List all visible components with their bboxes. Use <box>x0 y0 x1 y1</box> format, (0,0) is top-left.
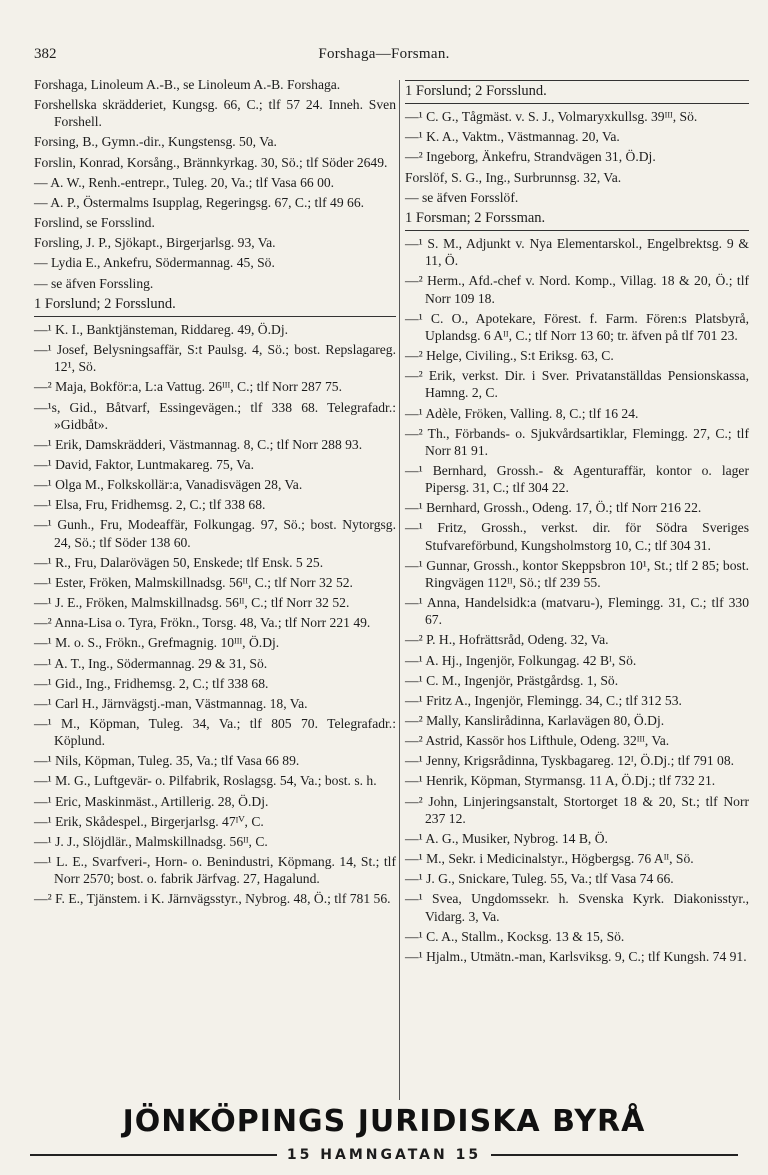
directory-entry: — A. W., Renh.-entrepr., Tuleg. 20, Va.; tlf Vasa 66 00. <box>34 174 335 190</box>
directory-entry: Forshellska skrädderiet, Kungsg. 66, C.; tlf 57 24. Inneh. Sven Forshell. <box>34 97 396 130</box>
directory-entry: — se äfven Forssling. <box>34 275 154 291</box>
directory-entry: —² Th., Förbands- o. Sjukvårdsartiklar, Flemingg. 27, C.; tlf Norr 81 91. <box>405 425 749 458</box>
page-title: Forshaga—Forsman. <box>318 46 450 62</box>
page-header <box>34 46 734 66</box>
directory-entry: Forsing, B., Gymn.-dir., Kungstensg. 50, Va. <box>34 134 277 150</box>
directory-entry: —¹ J. E., Fröken, Malmskillnadsg. 56ᴵᴵ, C.; tlf Norr 32 52. <box>34 595 350 611</box>
directory-entry: —¹ Fritz A., Ingenjör, Flemingg. 34, C.; tlf 312 53. <box>405 692 682 708</box>
directory-entry: —¹ Gunnar, Grossh., kontor Skeppsbron 10¹, St.; tlf 2 85; bost. Ringvägen 112ᴵᴵ, Sö.; tlf 239 55. <box>405 557 749 590</box>
directory-entry: —¹ C. A., Stallm., Kocksg. 13 & 15, Sö. <box>405 928 625 944</box>
directory-entry: —¹ Gunh., Fru, Modeaffär, Folkungag. 97, Sö.; bost. Nytorgsg. 24, Sö.; tlf Söder 138 60. <box>34 517 396 550</box>
directory-entry: —¹ Nils, Köpman, Tuleg. 35, Va.; tlf Vasa 66 89. <box>34 753 300 769</box>
directory-entry: —² Mally, Kanslirådinna, Karlavägen 80, Ö.Dj. <box>405 713 665 728</box>
page-number: 382 <box>34 46 57 62</box>
directory-entry: Forsling, J. P., Sjökapt., Birgerjarlsg. 93, Va. <box>34 235 276 251</box>
directory-entry: Forslin, Konrad, Korsång., Brännkyrkag. 30, Sö.; tlf Söder 2649. <box>34 154 388 170</box>
directory-entry: —¹ A. G., Musiker, Nybrog. 14 B, Ö. <box>405 830 608 846</box>
column-divider <box>399 80 400 1100</box>
advert-rule-left <box>30 1154 277 1156</box>
directory-entry: —¹ Henrik, Köpman, Styrmansg. 11 A, Ö.Dj.; tlf 732 21. <box>405 773 716 789</box>
advert-address: 15 HAMNGATAN 15 <box>286 1147 482 1163</box>
directory-entry: —² Herm., Afd.-chef v. Nord. Komp., Villag. 18 & 20, Ö.; tlf Norr 109 18. <box>405 273 749 306</box>
directory-entry: Forslöf, S. G., Ing., Surbrunnsg. 32, Va. <box>405 169 622 185</box>
directory-entry: —² Anna-Lisa o. Tyra, Frökn., Torsg. 48, Va.; tlf Norr 221 49. <box>34 615 371 631</box>
directory-entry: —¹ Carl H., Järnvägstj.-man, Västmannag. 18, Va. <box>34 695 308 711</box>
right-column <box>405 76 749 968</box>
directory-entry: —¹ Gid., Ing., Fridhemsg. 2, C.; tlf 338 68. <box>34 675 269 691</box>
directory-entry: —¹ C. O., Apotekare, Förest. f. Farm. Fören:s Platsbyrå, Uplandsg. 6 Aᴵᴵ, C.; tlf Norr 13 60; tr. äfven på tlf 701 23. <box>405 310 749 343</box>
directory-entry: —² Maja, Bokför:a, L:a Vattug. 26ᴵᴵᴵ, C.; tlf Norr 287 75. <box>34 379 342 395</box>
directory-entry: —² Ingeborg, Änkefru, Strandvägen 31, Ö.Dj. <box>405 149 656 165</box>
directory-entry: —¹ Hjalm., Utmätn.-man, Karlsviksg. 9, C.; tlf Kungsh. 74 91. <box>405 948 747 964</box>
directory-entry: —¹ J. G., Snickare, Tuleg. 55, Va.; tlf Vasa 74 66. <box>405 871 674 887</box>
directory-entry: —² P. H., Hofrättsråd, Odeng. 32, Va. <box>405 632 609 648</box>
directory-entry: — se äfven Forsslöf. <box>405 189 519 205</box>
directory-entry: —¹ A. Hj., Ingenjör, Folkungag. 42 Bᴵ, Sö. <box>405 652 637 668</box>
directory-entry: —¹ Olga M., Folkskollär:a, Vanadisvägen 28, Va. <box>34 477 303 493</box>
directory-entry: —¹ Josef, Belysningsaffär, S:t Paulsg. 4, Sö.; bost. Repslagareg. 12¹, Sö. <box>34 342 396 375</box>
directory-entry: —¹ Erik, Skådespel., Birgerjarlsg. 47ᴵⱽ, C. <box>34 813 264 829</box>
directory-entry: —¹ L. E., Svarfveri-, Horn- o. Benindustri, Köpmang. 14, St.; tlf Norr 2570; bost. o. fabrik Järfvag. 27, Hagalund. <box>34 854 396 887</box>
directory-entry: —¹ Jenny, Krigsrådinna, Tyskbagareg. 12ᴵ, Ö.Dj.; tlf 791 08. <box>405 753 735 769</box>
directory-entry: —² Helge, Civiling., S:t Eriksg. 63, C. <box>405 348 614 364</box>
directory-entry: — Lydia E., Ankefru, Södermannag. 45, Sö. <box>34 255 275 271</box>
directory-entry: —¹ David, Faktor, Luntmakareg. 75, Va. <box>34 456 254 472</box>
directory-entry: —¹ Anna, Handelsidk:a (matvaru-), Flemingg. 31, C.; tlf 330 67. <box>405 595 749 628</box>
directory-entry: — A. P., Östermalms Isupplag, Regeringsg. 67, C.; tlf 49 66. <box>34 194 365 210</box>
section-heading: 1 Forslund; 2 Forsslund. <box>34 296 396 317</box>
directory-entry: Forshaga, Linoleum A.-B., se Linoleum A.-B. Forshaga. <box>34 77 341 92</box>
directory-entry: —¹ Bernhard, Grossh.- & Agenturaffär, kontor o. lager Pipersg. 31, C.; tlf 304 22. <box>405 462 749 496</box>
advert-rule-right <box>491 1154 738 1156</box>
directory-entry: —¹s, Gid., Båtvarf, Essingevägen.; tlf 338 68. Telegrafadr.: »Gidbåt». <box>34 399 396 432</box>
directory-entry: —¹ M. G., Luftgevär- o. Pilfabrik, Roslagsg. 54, Va.; bost. s. h. <box>34 773 377 789</box>
directory-entry: —¹ J. J., Slöjdlär., Malmskillnadsg. 56ᴵᴵ, C. <box>34 833 268 849</box>
directory-entry: —¹ Adèle, Fröken, Valling. 8, C.; tlf 16 24. <box>405 405 639 421</box>
section-heading: 1 Forslund; 2 Forsslund. <box>405 80 749 104</box>
directory-entry: —¹ R., Fru, Dalarövägen 50, Enskede; tlf Ensk. 5 25. <box>34 554 324 570</box>
directory-entry: —¹ K. A., Vaktm., Västmannag. 20, Va. <box>405 129 620 145</box>
section-heading: 1 Forsman; 2 Forssman. <box>405 210 749 231</box>
advert-title: JÖNKÖPINGS JURIDISKA BYRÅ <box>122 1104 646 1139</box>
directory-entry: —¹ K. I., Banktjänsteman, Riddareg. 49, Ö.Dj. <box>34 321 289 337</box>
directory-entry: —¹ Svea, Ungdomssekr. h. Svenska Kyrk. Diakonisstyr., Vidarg. 3, Va. <box>405 891 749 924</box>
directory-entry: —¹ Bernhard, Grossh., Odeng. 17, Ö.; tlf Norr 216 22. <box>405 500 702 516</box>
directory-entry: —² Erik, verkst. Dir. i Sver. Privatanställdas Pensionskassa, Hamng. 2, C. <box>405 368 749 401</box>
directory-entry: Forslind, se Forsslind. <box>34 215 155 231</box>
directory-entry: —² F. E., Tjänstem. i K. Järnvägsstyr., Nybrog. 48, Ö.; tlf 781 56. <box>34 891 391 907</box>
directory-entry: —¹ S. M., Adjunkt v. Nya Elementarskol., Engelbrektsg. 9 & 11, Ö. <box>405 236 749 269</box>
directory-entry: —¹ Eric, Maskinmäst., Artillerig. 28, Ö.Dj. <box>34 793 269 809</box>
directory-entry: —¹ Elsa, Fru, Fridhemsg. 2, C.; tlf 338 68. <box>34 497 266 513</box>
directory-entry: —¹ C. G., Tågmäst. v. S. J., Volmaryxkullsg. 39ᴵᴵᴵ, Sö. <box>405 109 698 125</box>
directory-entry: —² John, Linjeringsanstalt, Stortorget 18 & 20, St.; tlf Norr 237 12. <box>405 793 749 826</box>
directory-entry: —¹ Erik, Damskrädderi, Västmannag. 8, C.; tlf Norr 288 93. <box>34 436 363 452</box>
advertisement-footer <box>30 1104 738 1163</box>
directory-entry: —¹ Ester, Fröken, Malmskillnadsg. 56ᴵᴵ, C.; tlf Norr 32 52. <box>34 574 353 590</box>
directory-entry: —¹ A. T., Ing., Södermannag. 29 & 31, Sö. <box>34 655 268 671</box>
left-column <box>34 76 396 911</box>
directory-entry: —¹ M., Köpman, Tuleg. 34, Va.; tlf 805 70. Telegrafadr.: Köplund. <box>34 716 396 749</box>
directory-entry: —² Astrid, Kassör hos Lifthule, Odeng. 32ᴵᴵᴵ, Va. <box>405 733 670 749</box>
directory-entry: —¹ C. M., Ingenjör, Prästgårdsg. 1, Sö. <box>405 672 619 688</box>
directory-entry: —¹ M. o. S., Frökn., Grefmagnig. 10ᴵᴵᴵ, Ö.Dj. <box>34 635 280 651</box>
directory-entry: —¹ M., Sekr. i Medicinalstyr., Högbergsg. 76 Aᴵᴵ, Sö. <box>405 851 694 867</box>
directory-entry: —¹ Fritz, Grossh., verkst. dir. för Södra Sveriges Stufvareförbund, Kungsholmstorg 10, C.; tlf 304 31. <box>405 520 749 553</box>
